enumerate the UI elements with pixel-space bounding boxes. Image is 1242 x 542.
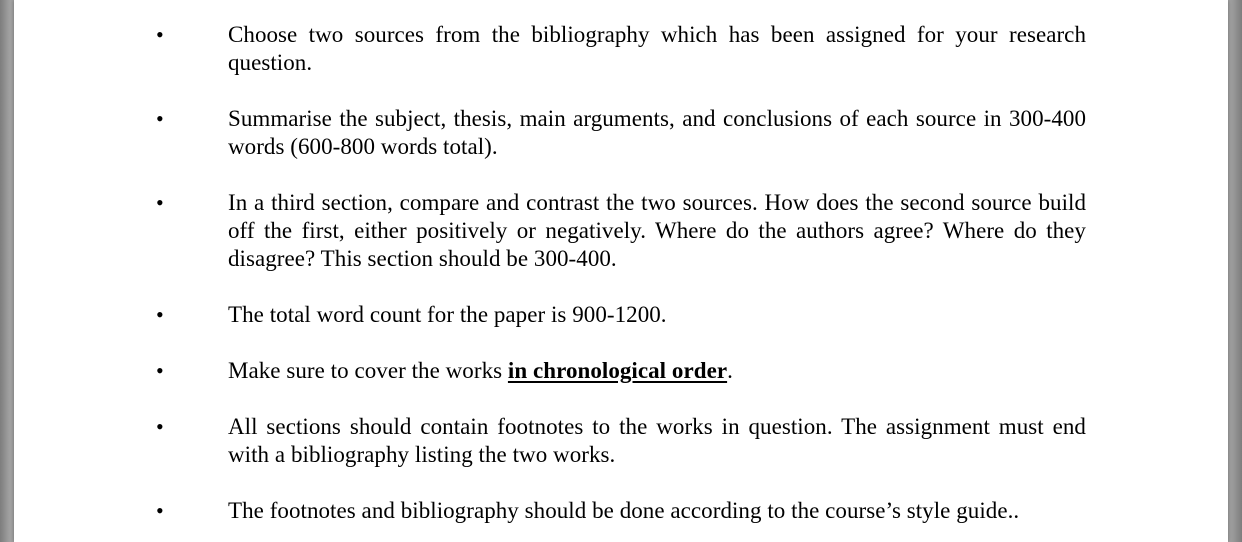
list-item	[14, 301, 1228, 329]
list-item-text: Choose two sources from the bibliography which has been assigned for your research question.	[228, 22, 1086, 75]
list-item-text: In a third section, compare and contrast the two sources. How does the second source build off the first, either positively or negatively. Where do the authors agree? Where do they disagree? This section should be 300-400.	[228, 190, 1086, 271]
list-item	[14, 189, 1228, 273]
list-item	[14, 497, 1228, 525]
bullet-icon: •	[156, 106, 164, 131]
chronological-order-emphasis: in chronological order	[507, 358, 728, 383]
list-item	[14, 413, 1228, 469]
bullet-icon: •	[156, 358, 164, 383]
list-item	[14, 21, 1228, 77]
list-item-text-after: .	[727, 358, 733, 383]
list-item-text: Summarise the subject, thesis, main arguments, and conclusions of each source in 300-400 words (600-800 words total).	[228, 106, 1086, 159]
bullet-icon: •	[156, 414, 164, 439]
assignment-instructions-list	[14, 21, 1228, 542]
list-item-text: The footnotes and bibliography should be done according to the course’s style guide..	[228, 498, 1020, 523]
list-item	[14, 357, 1228, 385]
list-item-text	[228, 357, 1086, 385]
bullet-icon: •	[156, 190, 164, 215]
list-item-text: The total word count for the paper is 900-1200.	[228, 302, 667, 327]
bullet-icon: •	[156, 302, 164, 327]
bullet-icon: •	[156, 22, 164, 47]
bullet-icon: •	[156, 498, 164, 523]
list-item-text: All sections should contain footnotes to the works in question. The assignment must end with a bibliography listing the two works.	[228, 414, 1086, 467]
list-item	[14, 105, 1228, 161]
document-page	[14, 0, 1228, 542]
list-item-text-before: Make sure to cover the works	[228, 358, 508, 383]
